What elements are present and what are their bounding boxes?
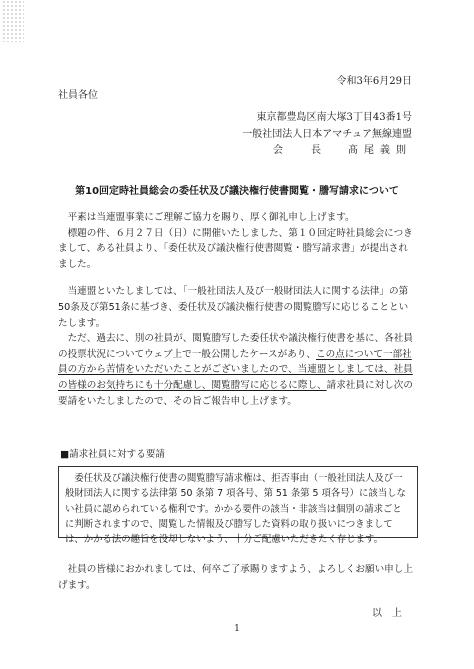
sender-address: 東京都豊島区南大塚3丁目43番1号 (256, 112, 412, 123)
closing-text: 社員の皆様におかれましては、何卒ご了承賜りますよう、よろしくお願い申し上げます。 (58, 564, 413, 591)
paragraph-request-received: 標題の件、６月２７日（日）に開催いたしました、第１０回定時社員総会につきまして、ある社員より、「委任状及び議決権行使書閲覧・謄写請求書」が提出されました。 (58, 227, 413, 270)
section-label: ■請求社員に対する要請 (60, 449, 166, 460)
background-part-1: ただ、過去に、別の社員が、閲覧謄写した委任状や議決権行使書を基に、各社員の投票状況についてウェブ上で一般公開したケースがあり、 (58, 333, 413, 360)
sender-president (242, 143, 412, 160)
document-title: 第10回定時社員総会の委任状及び議決権行使書閲覧・謄写請求について (75, 186, 399, 197)
document-body (58, 210, 416, 409)
closing-block (58, 562, 416, 593)
paragraph-greeting: 平素は当連盟事業にご理解ご協力を賜り、厚く御礼申し上げます。 (67, 212, 355, 223)
document-date: 令和3年6月29日 (336, 76, 412, 87)
page-number: 1 (234, 624, 240, 634)
paragraph-legal-basis: 当連盟といたしましては、「一般社団法人及び一般財団法人に関する法律」の第50条及び第51条に基づき、委任状及び議決権行使書の閲覧謄写に応じることといたします。 (58, 286, 409, 329)
sender-organization: 一般社団法人日本アマチュア無線連盟 (242, 128, 412, 140)
background-part-3: 請求社員に対し次の要請をいたしましたので、その旨ご報告申し上げます。 (58, 379, 413, 407)
paragraph-background (58, 331, 416, 409)
request-box (58, 466, 418, 546)
closing-ijo: 以上 (372, 608, 412, 619)
scan-dot-pattern (2, 0, 24, 42)
president-title: 会 長 (273, 145, 330, 156)
addressee: 社員各位 (58, 90, 98, 101)
request-box-text: 委任状及び議決権行使書の閲覧謄写請求権は、拒否事由（一般社団法人及び一般財団法人に関する法律第 50 条第 7 項各号、第 51 条第 5 項各号）に該当しない社員に認められている権利です。かかる要件の該当・非該当は個別の請求ごとに判断されますので、閲覧した情報及び謄写した資料の取り扱いにつきましては、かかる法の趣旨を没却しないよう、十分ご配慮いただきたく存じます。 (65, 473, 406, 546)
president-name: 髙尾義則 (348, 145, 412, 156)
sender-block (242, 110, 412, 160)
background-part-2: この点について一部社員の方から苦情をいただいたことがございましたので、当連盟としましては、社員の皆様のお気持ちにも十分配慮し、閲覧謄写に応じるに際し、 (58, 348, 413, 391)
